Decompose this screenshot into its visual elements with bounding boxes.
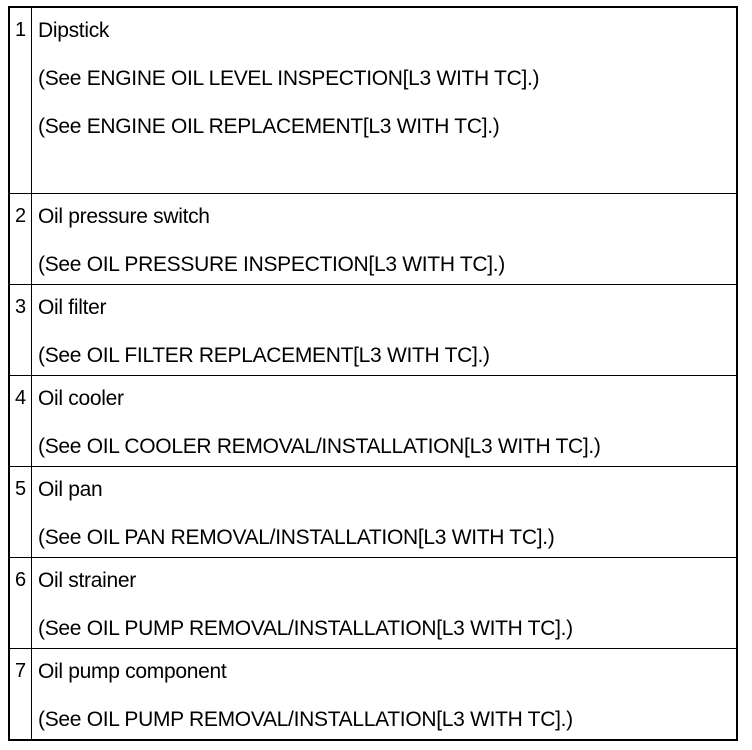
item-name: Oil pressure switch <box>38 204 210 228</box>
item-name: Oil pan <box>38 477 103 501</box>
item-content <box>32 467 736 557</box>
item-number: 7 <box>10 649 32 739</box>
item-name: Dipstick <box>38 19 110 42</box>
item-name: Oil pump component <box>38 659 227 683</box>
table-row <box>10 193 736 284</box>
reference-link[interactable]: (See ENGINE OIL LEVEL INSPECTION[L3 WITH TC].) <box>38 67 540 90</box>
reference-link[interactable]: (See OIL PRESSURE INSPECTION[L3 WITH TC].) <box>38 252 505 276</box>
item-content <box>32 285 736 375</box>
reference-link[interactable]: (See OIL PAN REMOVAL/INSTALLATION[L3 WITH TC].) <box>38 525 555 549</box>
item-content <box>32 194 736 284</box>
item-content <box>32 8 736 193</box>
item-number: 3 <box>10 285 32 375</box>
item-number: 5 <box>10 467 32 557</box>
item-content <box>32 649 736 739</box>
table-row <box>10 284 736 375</box>
item-number: 4 <box>10 376 32 466</box>
item-content <box>32 376 736 466</box>
reference-link[interactable]: (See OIL FILTER REPLACEMENT[L3 WITH TC].) <box>38 343 490 367</box>
reference-link[interactable]: (See OIL PUMP REMOVAL/INSTALLATION[L3 WITH TC].) <box>38 707 573 731</box>
table-row <box>10 8 736 193</box>
item-name: Oil strainer <box>38 568 136 592</box>
reference-link[interactable]: (See ENGINE OIL REPLACEMENT[L3 WITH TC].) <box>38 115 500 138</box>
item-name: Oil filter <box>38 295 107 319</box>
reference-link[interactable]: (See OIL PUMP REMOVAL/INSTALLATION[L3 WITH TC].) <box>38 616 573 640</box>
item-name: Oil cooler <box>38 386 124 410</box>
item-number: 2 <box>10 194 32 284</box>
item-number: 1 <box>10 8 32 193</box>
table-row <box>10 466 736 557</box>
table-row <box>10 375 736 466</box>
item-number: 6 <box>10 558 32 648</box>
reference-link[interactable]: (See OIL COOLER REMOVAL/INSTALLATION[L3 WITH TC].) <box>38 434 601 458</box>
parts-legend-table <box>8 6 738 741</box>
table-row <box>10 648 736 739</box>
table-row <box>10 557 736 648</box>
item-content <box>32 558 736 648</box>
